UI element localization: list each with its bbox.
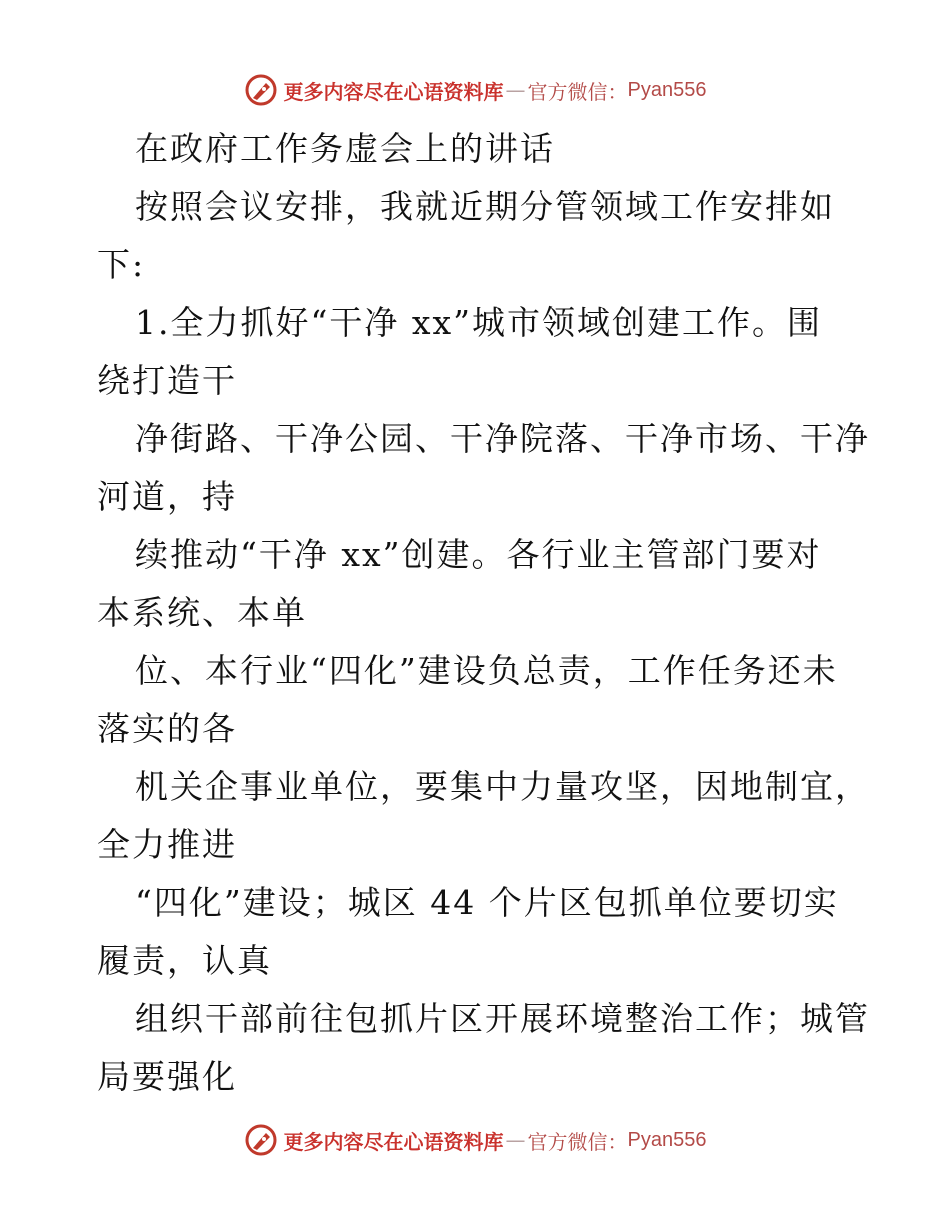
document-line: 净街路、干净公园、干净院落、干净市场、干净	[135, 419, 870, 458]
document-line: 本系统、本单	[97, 593, 307, 632]
document-line: 按照会议安排，我就近期分管领域工作安排如	[135, 187, 835, 226]
watermark-banner-top	[0, 70, 950, 110]
document-line: 绕打造干	[97, 361, 237, 400]
watermark-separator: —	[505, 78, 526, 102]
document-line: 落实的各	[97, 709, 237, 748]
watermark-sub-text: 官方微信：	[527, 79, 628, 104]
document-line: 全力推进	[97, 825, 237, 864]
watermark-separator: —	[505, 1128, 526, 1152]
document-line: 续推动“干净 xx”创建。各行业主管部门要对	[135, 535, 822, 574]
pen-nib-logo-icon	[244, 1123, 278, 1157]
document-line: 位、本行业“四化”建设负总责，工作任务还未	[135, 651, 838, 690]
document-line: 局要强化	[97, 1057, 237, 1096]
watermark-main-text: 更多内容尽在心语资料库	[283, 1129, 504, 1154]
document-line: 机关企事业单位，要集中力量攻坚，因地制宜，	[135, 767, 870, 806]
document-line: 组织干部前往包抓片区开展环境整治工作；城管	[135, 999, 870, 1038]
watermark-banner-bottom	[0, 1120, 950, 1160]
pen-nib-logo-icon	[244, 73, 278, 107]
document-line: “四化”建设；城区 44 个片区包抓单位要切实	[135, 883, 839, 922]
watermark-sub-text: 官方微信：	[527, 1129, 628, 1154]
document-line: 下:	[97, 245, 146, 284]
document-line: 1.全力抓好“干净 xx”城市领域创建工作。围	[135, 303, 822, 342]
document-line: 河道，持	[97, 477, 237, 516]
watermark-wechat-id: Pyan556	[627, 1128, 707, 1151]
watermark-main-text: 更多内容尽在心语资料库	[283, 79, 504, 104]
document-body	[97, 120, 870, 1106]
watermark-wechat-id: Pyan556	[627, 78, 707, 101]
document-line: 在政府工作务虚会上的讲话	[135, 129, 555, 168]
document-line: 履责，认真	[97, 941, 272, 980]
